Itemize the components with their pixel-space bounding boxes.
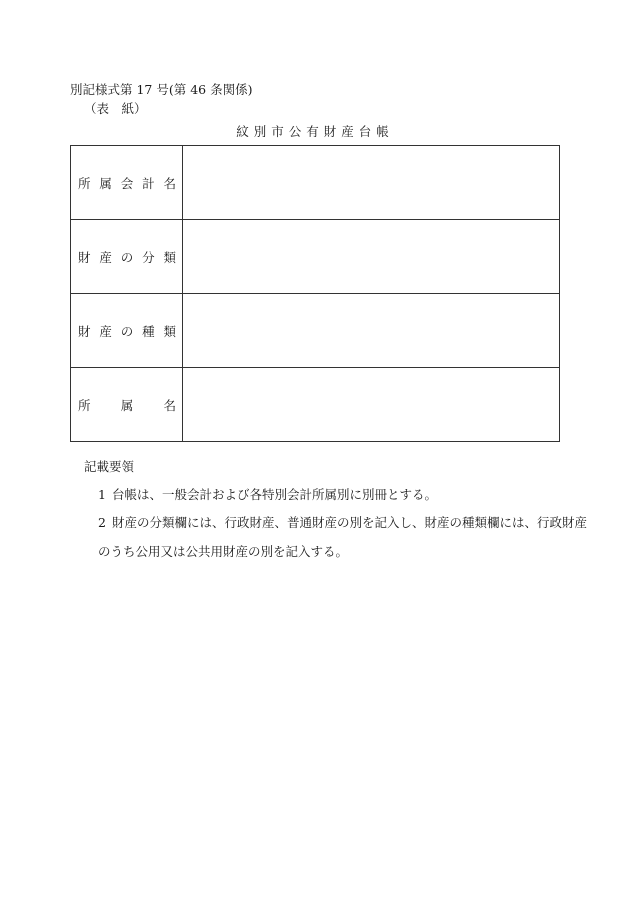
row-label-type (71, 294, 183, 368)
row-label-affiliation (71, 368, 183, 442)
ledger-table (70, 145, 560, 442)
label-char: 所 (78, 175, 91, 191)
label-char: の (120, 249, 134, 265)
note-text-continuation: のうち公用又は公共用財産の別を記入する。 (98, 544, 349, 559)
note-text: 財産の分類欄には、行政財産、普通財産の別を記入し、財産の種類欄には、行政財産 (112, 515, 588, 530)
label-char: 産 (99, 249, 112, 265)
row-value-accounting (183, 146, 560, 220)
label-char: 名 (163, 175, 176, 191)
label-char: 会 (120, 175, 134, 191)
notes-heading: 記載要領 (84, 459, 135, 474)
label-char: 所 (78, 397, 91, 413)
note-item (98, 487, 437, 503)
label-char: 属 (120, 397, 134, 413)
note-text: 台帳は、一般会計および各特別会計所属別に別冊とする。 (112, 487, 438, 502)
note-number: 1 (98, 487, 106, 502)
table-row (71, 368, 560, 442)
form-number: 別記様式第 17 号(第 46 条関係) (70, 82, 253, 97)
cover-label: （表 紙） (84, 101, 147, 116)
page-title: 紋別市公有財産台帳 (236, 124, 394, 139)
label-char: 分 (142, 249, 155, 265)
label-char: 計 (142, 175, 155, 191)
note-number: 2 (98, 515, 106, 530)
label-char: 種 (142, 323, 155, 339)
row-value-type (183, 294, 560, 368)
label-char: 産 (99, 323, 112, 339)
table-row (71, 146, 560, 220)
row-value-classification (183, 220, 560, 294)
table-row (71, 220, 560, 294)
note-item (98, 515, 587, 531)
label-char: の (120, 323, 134, 339)
label-char: 類 (163, 323, 176, 339)
row-value-affiliation (183, 368, 560, 442)
row-label-classification (71, 220, 183, 294)
label-char: 類 (163, 249, 176, 265)
table-row (71, 294, 560, 368)
label-char: 名 (163, 397, 176, 413)
row-label-accounting (71, 146, 183, 220)
label-char: 財 (78, 249, 91, 265)
label-char: 属 (99, 175, 112, 191)
label-char: 財 (78, 323, 91, 339)
